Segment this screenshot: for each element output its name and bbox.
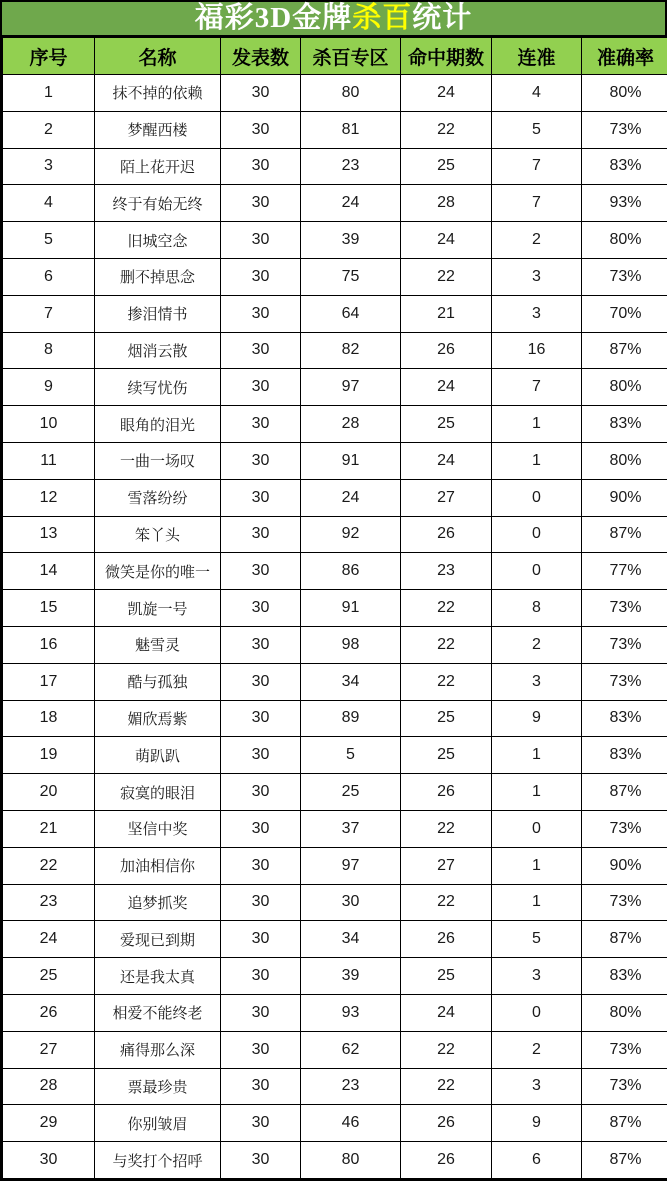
cell-kill-zone: 25 — [301, 774, 401, 811]
cell-streak: 7 — [492, 185, 582, 222]
cell-hits: 26 — [401, 1105, 492, 1142]
cell-streak: 2 — [492, 1031, 582, 1068]
cell-published: 30 — [221, 553, 301, 590]
cell-accuracy: 83% — [582, 737, 667, 774]
cell-hits: 26 — [401, 774, 492, 811]
cell-hits: 22 — [401, 258, 492, 295]
cell-name: 魅雪灵 — [95, 626, 221, 663]
cell-kill-zone: 23 — [301, 1068, 401, 1105]
cell-index: 20 — [3, 774, 95, 811]
cell-streak: 3 — [492, 1068, 582, 1105]
cell-name: 一曲一场叹 — [95, 442, 221, 479]
cell-hits: 21 — [401, 295, 492, 332]
cell-name: 酷与孤独 — [95, 663, 221, 700]
cell-index: 2 — [3, 111, 95, 148]
cell-published: 30 — [221, 479, 301, 516]
cell-accuracy: 93% — [582, 185, 667, 222]
column-header-index: 序号 — [3, 38, 95, 75]
cell-index: 14 — [3, 553, 95, 590]
cell-accuracy: 80% — [582, 222, 667, 259]
cell-name: 媚欣焉紫 — [95, 700, 221, 737]
cell-index: 11 — [3, 442, 95, 479]
cell-published: 30 — [221, 1105, 301, 1142]
cell-index: 24 — [3, 921, 95, 958]
cell-index: 27 — [3, 1031, 95, 1068]
cell-streak: 0 — [492, 553, 582, 590]
column-header-streak: 连准 — [492, 38, 582, 75]
cell-published: 30 — [221, 663, 301, 700]
cell-index: 10 — [3, 406, 95, 443]
cell-accuracy: 80% — [582, 442, 667, 479]
title-text: 统计 — [412, 2, 473, 34]
cell-name: 还是我太真 — [95, 958, 221, 995]
cell-published: 30 — [221, 442, 301, 479]
cell-name: 微笑是你的唯一 — [95, 553, 221, 590]
cell-kill-zone: 91 — [301, 442, 401, 479]
cell-name: 终于有始无终 — [95, 185, 221, 222]
cell-index: 13 — [3, 516, 95, 553]
table-row — [3, 442, 667, 479]
cell-hits: 27 — [401, 847, 492, 884]
cell-published: 30 — [221, 406, 301, 443]
cell-index: 4 — [3, 185, 95, 222]
cell-accuracy: 73% — [582, 626, 667, 663]
cell-accuracy: 83% — [582, 700, 667, 737]
table-row — [3, 1142, 667, 1179]
cell-hits: 26 — [401, 1142, 492, 1179]
cell-accuracy: 83% — [582, 148, 667, 185]
cell-kill-zone: 92 — [301, 516, 401, 553]
cell-published: 30 — [221, 1068, 301, 1105]
cell-hits: 25 — [401, 737, 492, 774]
cell-streak: 7 — [492, 148, 582, 185]
cell-accuracy: 73% — [582, 1068, 667, 1105]
cell-name: 痛得那么深 — [95, 1031, 221, 1068]
table-row — [3, 700, 667, 737]
cell-hits: 24 — [401, 75, 492, 112]
cell-published: 30 — [221, 1142, 301, 1179]
table-row — [3, 332, 667, 369]
table-row — [3, 884, 667, 921]
table-row — [3, 479, 667, 516]
cell-index: 29 — [3, 1105, 95, 1142]
table-row — [3, 994, 667, 1031]
cell-hits: 22 — [401, 663, 492, 700]
cell-index: 28 — [3, 1068, 95, 1105]
cell-accuracy: 87% — [582, 1142, 667, 1179]
cell-hits: 27 — [401, 479, 492, 516]
cell-published: 30 — [221, 148, 301, 185]
table-row — [3, 369, 667, 406]
cell-accuracy: 87% — [582, 921, 667, 958]
column-header-hits: 命中期数 — [401, 38, 492, 75]
cell-streak: 3 — [492, 258, 582, 295]
cell-hits: 26 — [401, 516, 492, 553]
cell-streak: 5 — [492, 111, 582, 148]
cell-accuracy: 80% — [582, 75, 667, 112]
cell-name: 票最珍贵 — [95, 1068, 221, 1105]
table-row — [3, 1068, 667, 1105]
cell-index: 17 — [3, 663, 95, 700]
table-row — [3, 590, 667, 627]
cell-streak: 1 — [492, 884, 582, 921]
cell-kill-zone: 80 — [301, 1142, 401, 1179]
cell-index: 1 — [3, 75, 95, 112]
table-row — [3, 921, 667, 958]
cell-index: 5 — [3, 222, 95, 259]
cell-name: 梦醒西楼 — [95, 111, 221, 148]
cell-kill-zone: 91 — [301, 590, 401, 627]
page-title — [2, 2, 665, 37]
cell-hits: 24 — [401, 442, 492, 479]
cell-kill-zone: 39 — [301, 222, 401, 259]
cell-name: 追梦抓奖 — [95, 884, 221, 921]
cell-streak: 1 — [492, 442, 582, 479]
cell-name: 寂寞的眼泪 — [95, 774, 221, 811]
column-header-accuracy: 准确率 — [582, 38, 667, 75]
table-row — [3, 1105, 667, 1142]
cell-hits: 22 — [401, 1031, 492, 1068]
cell-name: 坚信中奖 — [95, 810, 221, 847]
cell-index: 26 — [3, 994, 95, 1031]
table-row — [3, 626, 667, 663]
column-header-published: 发表数 — [221, 38, 301, 75]
cell-hits: 23 — [401, 553, 492, 590]
cell-index: 30 — [3, 1142, 95, 1179]
cell-kill-zone: 24 — [301, 479, 401, 516]
cell-name: 相爱不能终老 — [95, 994, 221, 1031]
cell-accuracy: 73% — [582, 111, 667, 148]
cell-hits: 24 — [401, 994, 492, 1031]
cell-kill-zone: 82 — [301, 332, 401, 369]
cell-accuracy: 90% — [582, 847, 667, 884]
cell-published: 30 — [221, 295, 301, 332]
cell-hits: 24 — [401, 369, 492, 406]
cell-hits: 24 — [401, 222, 492, 259]
cell-streak: 1 — [492, 847, 582, 884]
table-row — [3, 958, 667, 995]
cell-accuracy: 73% — [582, 810, 667, 847]
cell-streak: 0 — [492, 994, 582, 1031]
table-row — [3, 1031, 667, 1068]
table-row — [3, 75, 667, 112]
cell-kill-zone: 75 — [301, 258, 401, 295]
cell-hits: 22 — [401, 626, 492, 663]
cell-streak: 1 — [492, 737, 582, 774]
cell-published: 30 — [221, 958, 301, 995]
cell-kill-zone: 86 — [301, 553, 401, 590]
column-header-kill-zone: 杀百专区 — [301, 38, 401, 75]
cell-streak: 6 — [492, 1142, 582, 1179]
stats-table — [2, 37, 667, 1179]
cell-accuracy: 80% — [582, 369, 667, 406]
cell-streak: 2 — [492, 222, 582, 259]
cell-kill-zone: 34 — [301, 663, 401, 700]
cell-accuracy: 70% — [582, 295, 667, 332]
cell-kill-zone: 5 — [301, 737, 401, 774]
cell-name: 陌上花开迟 — [95, 148, 221, 185]
table-row — [3, 663, 667, 700]
cell-index: 16 — [3, 626, 95, 663]
cell-streak: 3 — [492, 295, 582, 332]
cell-kill-zone: 62 — [301, 1031, 401, 1068]
cell-name: 续写忧伤 — [95, 369, 221, 406]
cell-streak: 3 — [492, 958, 582, 995]
cell-hits: 26 — [401, 332, 492, 369]
cell-accuracy: 73% — [582, 663, 667, 700]
cell-name: 眼角的泪光 — [95, 406, 221, 443]
cell-published: 30 — [221, 810, 301, 847]
cell-kill-zone: 89 — [301, 700, 401, 737]
cell-hits: 25 — [401, 958, 492, 995]
title-highlight-text: 杀百 — [352, 2, 413, 34]
cell-index: 19 — [3, 737, 95, 774]
cell-published: 30 — [221, 590, 301, 627]
cell-hits: 22 — [401, 590, 492, 627]
cell-published: 30 — [221, 847, 301, 884]
cell-hits: 22 — [401, 111, 492, 148]
cell-published: 30 — [221, 111, 301, 148]
table-row — [3, 148, 667, 185]
cell-name: 删不掉思念 — [95, 258, 221, 295]
cell-accuracy: 83% — [582, 406, 667, 443]
table-row — [3, 737, 667, 774]
table-header — [3, 38, 667, 75]
cell-streak: 7 — [492, 369, 582, 406]
cell-name: 掺泪情书 — [95, 295, 221, 332]
cell-index: 6 — [3, 258, 95, 295]
table-row — [3, 185, 667, 222]
table-row — [3, 111, 667, 148]
table-row — [3, 406, 667, 443]
cell-name: 烟消云散 — [95, 332, 221, 369]
cell-accuracy: 73% — [582, 1031, 667, 1068]
cell-kill-zone: 97 — [301, 369, 401, 406]
cell-published: 30 — [221, 185, 301, 222]
cell-name: 凯旋一号 — [95, 590, 221, 627]
cell-streak: 8 — [492, 590, 582, 627]
cell-streak: 0 — [492, 516, 582, 553]
cell-kill-zone: 46 — [301, 1105, 401, 1142]
cell-index: 18 — [3, 700, 95, 737]
cell-index: 8 — [3, 332, 95, 369]
cell-published: 30 — [221, 774, 301, 811]
cell-published: 30 — [221, 884, 301, 921]
cell-index: 21 — [3, 810, 95, 847]
cell-published: 30 — [221, 700, 301, 737]
cell-index: 12 — [3, 479, 95, 516]
cell-accuracy: 73% — [582, 884, 667, 921]
cell-published: 30 — [221, 369, 301, 406]
cell-accuracy: 90% — [582, 479, 667, 516]
cell-streak: 3 — [492, 663, 582, 700]
cell-published: 30 — [221, 75, 301, 112]
cell-streak: 5 — [492, 921, 582, 958]
cell-hits: 25 — [401, 148, 492, 185]
cell-kill-zone: 80 — [301, 75, 401, 112]
table-row — [3, 295, 667, 332]
cell-hits: 26 — [401, 921, 492, 958]
cell-accuracy: 87% — [582, 516, 667, 553]
cell-accuracy: 83% — [582, 958, 667, 995]
cell-index: 22 — [3, 847, 95, 884]
cell-name: 爱现已到期 — [95, 921, 221, 958]
cell-kill-zone: 24 — [301, 185, 401, 222]
cell-accuracy: 77% — [582, 553, 667, 590]
header-row — [3, 38, 667, 75]
cell-name: 你别皱眉 — [95, 1105, 221, 1142]
cell-hits: 22 — [401, 884, 492, 921]
cell-published: 30 — [221, 516, 301, 553]
cell-index: 25 — [3, 958, 95, 995]
title-text: 福彩3D金牌 — [194, 2, 353, 34]
cell-accuracy: 73% — [582, 258, 667, 295]
cell-index: 3 — [3, 148, 95, 185]
cell-streak: 2 — [492, 626, 582, 663]
column-header-name: 名称 — [95, 38, 221, 75]
cell-kill-zone: 93 — [301, 994, 401, 1031]
cell-name: 萌趴趴 — [95, 737, 221, 774]
table-row — [3, 847, 667, 884]
cell-index: 15 — [3, 590, 95, 627]
cell-kill-zone: 98 — [301, 626, 401, 663]
cell-kill-zone: 37 — [301, 810, 401, 847]
cell-kill-zone: 23 — [301, 148, 401, 185]
cell-name: 雪落纷纷 — [95, 479, 221, 516]
cell-hits: 25 — [401, 406, 492, 443]
cell-streak: 1 — [492, 774, 582, 811]
cell-kill-zone: 81 — [301, 111, 401, 148]
cell-name: 旧城空念 — [95, 222, 221, 259]
cell-hits: 22 — [401, 1068, 492, 1105]
cell-accuracy: 87% — [582, 332, 667, 369]
cell-streak: 4 — [492, 75, 582, 112]
cell-streak: 16 — [492, 332, 582, 369]
cell-published: 30 — [221, 626, 301, 663]
cell-streak: 9 — [492, 700, 582, 737]
cell-index: 9 — [3, 369, 95, 406]
cell-streak: 9 — [492, 1105, 582, 1142]
cell-kill-zone: 39 — [301, 958, 401, 995]
table-row — [3, 553, 667, 590]
cell-hits: 22 — [401, 810, 492, 847]
table-row — [3, 516, 667, 553]
table-row — [3, 258, 667, 295]
table-body — [3, 75, 667, 1179]
cell-name: 加油相信你 — [95, 847, 221, 884]
cell-index: 23 — [3, 884, 95, 921]
cell-published: 30 — [221, 737, 301, 774]
cell-accuracy: 87% — [582, 1105, 667, 1142]
cell-published: 30 — [221, 258, 301, 295]
cell-accuracy: 87% — [582, 774, 667, 811]
cell-accuracy: 73% — [582, 590, 667, 627]
cell-kill-zone: 97 — [301, 847, 401, 884]
table-row — [3, 810, 667, 847]
cell-streak: 0 — [492, 479, 582, 516]
table-row — [3, 222, 667, 259]
cell-kill-zone: 28 — [301, 406, 401, 443]
cell-kill-zone: 30 — [301, 884, 401, 921]
cell-streak: 0 — [492, 810, 582, 847]
table-row — [3, 774, 667, 811]
cell-name: 与奖打个招呼 — [95, 1142, 221, 1179]
cell-streak: 1 — [492, 406, 582, 443]
cell-kill-zone: 64 — [301, 295, 401, 332]
cell-published: 30 — [221, 994, 301, 1031]
cell-hits: 28 — [401, 185, 492, 222]
cell-accuracy: 80% — [582, 994, 667, 1031]
cell-name: 抹不掉的依赖 — [95, 75, 221, 112]
cell-published: 30 — [221, 332, 301, 369]
cell-published: 30 — [221, 222, 301, 259]
cell-name: 笨丫头 — [95, 516, 221, 553]
cell-published: 30 — [221, 921, 301, 958]
cell-index: 7 — [3, 295, 95, 332]
cell-kill-zone: 34 — [301, 921, 401, 958]
cell-hits: 25 — [401, 700, 492, 737]
cell-published: 30 — [221, 1031, 301, 1068]
